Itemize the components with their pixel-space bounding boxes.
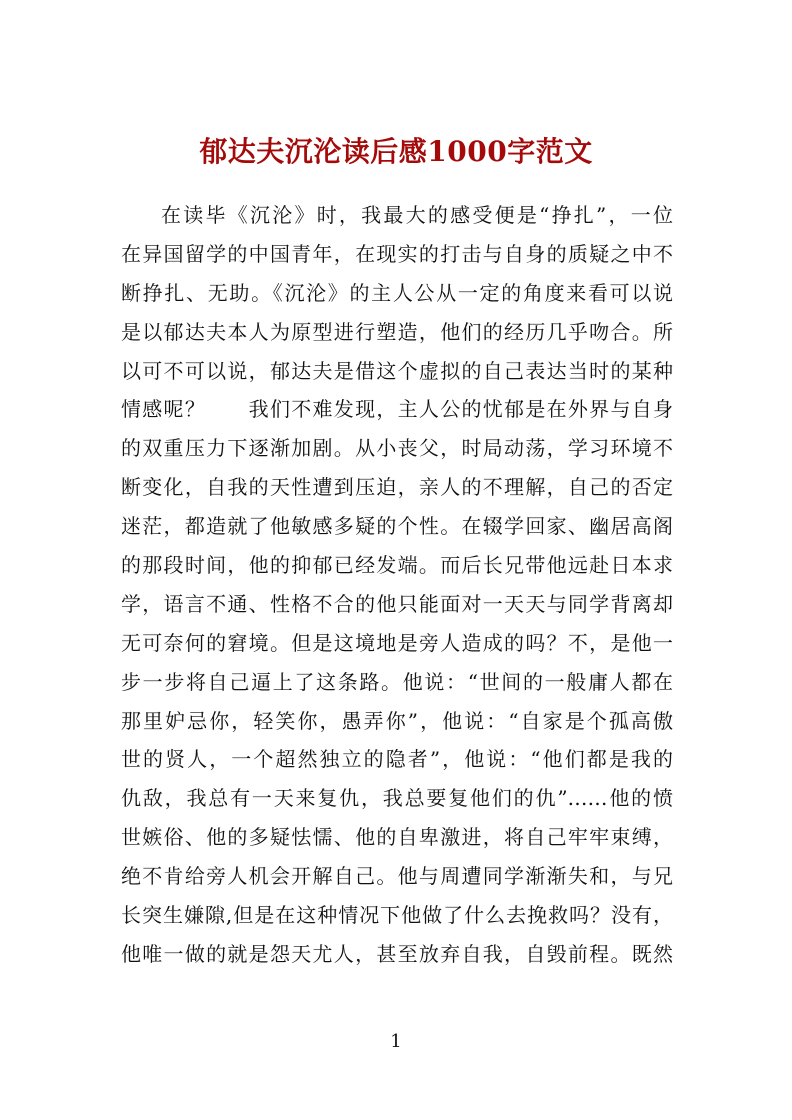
paragraph-line: 长突生嫌隙,但是在这种情况下他做了什么去挽救吗？没有， [121, 903, 673, 928]
paragraph-line: 无可奈何的窘境。但是这境地是旁人造成的吗？不，是他一 [121, 630, 673, 655]
page-number: 1 [390, 1031, 402, 1052]
paragraph-line: 以可不可以说，郁达夫是借这个虚拟的自己表达当时的某种 [121, 358, 673, 383]
paragraph-line: 在异国留学的中国青年，在现实的打击与自身的质疑之中不 [121, 241, 673, 266]
paragraph-line: 断变化，自我的天性遭到压迫，亲人的不理解，自己的否定 [121, 475, 673, 500]
paragraph-line: 他唯一做的就是怨天尤人，甚至放弃自我，自毁前程。既然 [121, 941, 673, 966]
document-body [121, 196, 673, 974]
paragraph-line: 世的贤人，一个超然独立的隐者”，他说：“他们都是我的 [121, 747, 673, 772]
paragraph-line: 断挣扎、无助。《沉沦》的主人公从一定的角度来看可以说 [121, 280, 673, 305]
paragraph-line: 步一步将自己逼上了这条路。他说：“世间的一般庸人都在 [121, 669, 673, 694]
paragraph-line: 情感呢？ 我们不难发现，主人公的忧郁是在外界与自身 [121, 397, 673, 422]
document-title: 郁达夫沉沦读后感1000字范文 [199, 135, 593, 168]
paragraph-line: 绝不肯给旁人机会开解自己。他与周遭同学渐渐失和，与兄 [121, 864, 673, 889]
paragraph-line: 的双重压力下逐渐加剧。从小丧父，时局动荡，学习环境不 [121, 436, 673, 461]
paragraph-line: 在读毕《沉沦》时，我最大的感受便是“挣扎”，一位 [161, 203, 673, 227]
paragraph-line: 的那段时间，他的抑郁已经发端。而后长兄带他远赴日本求 [121, 553, 673, 578]
paragraph-line: 学，语言不通、性格不合的他只能面对一天天与同学背离却 [121, 591, 673, 616]
paragraph-line: 是以郁达夫本人为原型进行塑造，他们的经历几乎吻合。所 [121, 319, 673, 344]
paragraph-line: 迷茫，都造就了他敏感多疑的个性。在辍学回家、幽居高阁 [121, 514, 673, 539]
paragraph-line: 那里妒忌你，轻笑你，愚弄你”，他说：“自家是个孤高傲 [121, 708, 673, 733]
paragraph-line: 世嫉俗、他的多疑怯懦、他的自卑激进，将自己牢牢束缚， [121, 825, 673, 850]
paragraph-line: 仇敌，我总有一天来复仇，我总要复他们的仇”……他的愤 [121, 786, 673, 811]
